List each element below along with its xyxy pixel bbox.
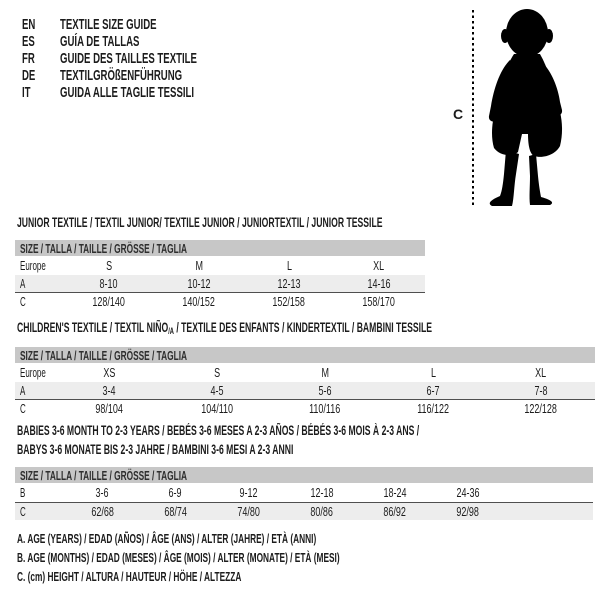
language-title: GUIDA ALLE TAGLIE TESSILI <box>60 84 195 101</box>
legend-notes <box>17 529 521 586</box>
months-cell: 6-9 <box>168 485 183 500</box>
size-cell: M <box>195 258 203 273</box>
toddler-silhouette-image <box>478 8 568 208</box>
size-header-bar: SIZE / TALLA / TAILLE / GRÖSSE / TAGLIA <box>15 467 593 483</box>
size-header-bar: SIZE / TALLA / TAILLE / GRÖSSE / TAGLIA <box>15 347 595 363</box>
height-cell: 152/158 <box>272 294 306 309</box>
table-junior <box>15 240 425 310</box>
row-label: Europe <box>20 365 46 380</box>
table-row-height <box>15 399 595 417</box>
table-babies <box>15 467 593 520</box>
height-cell: 104/110 <box>201 401 233 416</box>
section-title-junior: JUNIOR TEXTILE / TEXTIL JUNIOR/ TEXTILE JUNIOR / JUNIORTEXTIL / JUNIOR TESSILE <box>17 215 383 230</box>
age-cell: 10-12 <box>187 276 211 291</box>
language-title: GUIDE DES TAILLES TEXTILE <box>60 50 197 67</box>
height-cell: 140/152 <box>182 294 216 309</box>
language-title: TEXTILGRÖßENFÜHRUNG <box>60 67 183 84</box>
language-title: TEXTILE SIZE GUIDE <box>60 16 157 33</box>
language-row-fr <box>22 50 274 67</box>
age-cell: 8-10 <box>99 276 119 291</box>
row-label: C <box>20 504 26 519</box>
size-cell: XL <box>373 258 385 273</box>
language-code: IT <box>22 84 31 101</box>
height-cell: 128/140 <box>92 294 126 309</box>
height-label-c: C <box>453 106 464 122</box>
table-row-height <box>15 502 593 520</box>
age-cell: 12-13 <box>277 276 301 291</box>
height-cell: 110/116 <box>309 401 341 416</box>
language-title: GUÍA DE TALLAS <box>60 33 140 50</box>
row-label: B <box>20 485 26 500</box>
section-title-babies: BABIES 3-6 MONTH TO 2-3 YEARS / BEBÉS 3-6 MESES A 2-3 AÑOS / BÉBÉS 3-6 MOIS À 2-3 ANS / BABYS 3-6 MONATE BIS 2-3 JAHRE / BAMBINI 3-6 MESI A 2-3 ANNI <box>17 423 420 457</box>
height-cell: 86/92 <box>383 504 406 519</box>
row-label: A <box>20 383 26 398</box>
language-code: EN <box>22 16 36 33</box>
note-age-months: B. AGE (MONTHS) / EDAD (MESES) / ÂGE (MOIS) / ALTER (MONATE) / ETÀ (MESI) <box>17 550 340 565</box>
size-cell: M <box>321 365 329 380</box>
height-cell: 92/98 <box>456 504 479 519</box>
table-row-months <box>15 483 593 502</box>
row-label: C <box>20 294 26 309</box>
height-cell: 80/86 <box>310 504 333 519</box>
table-row-height <box>15 292 425 310</box>
size-cell: S <box>213 365 221 380</box>
months-cell: 18-24 <box>382 485 407 500</box>
language-row-es <box>22 33 274 50</box>
size-cell: S <box>105 258 113 273</box>
language-code: DE <box>22 67 36 84</box>
months-cell: 3-6 <box>95 485 110 500</box>
height-cell: 122/128 <box>524 401 558 416</box>
note-age-years: A. AGE (YEARS) / EDAD (AÑOS) / ÂGE (ANS) / ALTER (JAHRE) / ETÀ (ANNI) <box>17 531 317 546</box>
age-cell: 3-4 <box>102 383 116 398</box>
height-cell: 68/74 <box>164 504 187 519</box>
row-label: A <box>20 276 26 291</box>
height-cell: 74/80 <box>237 504 260 519</box>
note-height-cm: C. (cm) HEIGHT / ALTURA / HAUTEUR / HÖHE / ALTEZZA <box>17 569 242 584</box>
size-cell: L <box>430 365 436 380</box>
language-row-en <box>22 16 274 33</box>
months-cell: 24-36 <box>455 485 480 500</box>
age-cell: 4-5 <box>210 383 224 398</box>
height-cell: 158/170 <box>362 294 396 309</box>
table-row-europe <box>15 363 595 382</box>
section-title-children: CHILDREN'S TEXTILE / TEXTIL NIÑO/A / TEXTILE DES ENFANTS / KINDERTEXTIL / BAMBINI TESSILE <box>17 320 433 336</box>
size-cell: L <box>286 258 292 273</box>
language-row-it <box>22 84 274 101</box>
language-list <box>22 16 274 101</box>
row-label: Europe <box>20 258 46 273</box>
age-cell: 5-6 <box>318 383 332 398</box>
language-row-de <box>22 67 274 84</box>
height-cell: 98/104 <box>95 401 123 416</box>
table-row-age <box>15 382 595 399</box>
height-cell: 62/68 <box>91 504 114 519</box>
size-cell: XS <box>102 365 116 380</box>
row-label: C <box>20 401 26 416</box>
months-cell: 12-18 <box>309 485 334 500</box>
size-cell: XL <box>535 365 547 380</box>
size-header-bar: SIZE / TALLA / TAILLE / GRÖSSE / TAGLIA <box>15 240 425 256</box>
months-cell: 9-12 <box>239 485 258 500</box>
age-cell: 14-16 <box>367 276 391 291</box>
table-row-europe <box>15 256 425 275</box>
language-code: FR <box>22 50 35 67</box>
age-cell: 7-8 <box>534 383 548 398</box>
age-cell: 6-7 <box>426 383 440 398</box>
language-code: ES <box>22 33 35 50</box>
height-dotted-line <box>472 10 474 208</box>
table-children <box>15 347 595 417</box>
table-row-age <box>15 275 425 292</box>
height-cell: 116/122 <box>417 401 449 416</box>
